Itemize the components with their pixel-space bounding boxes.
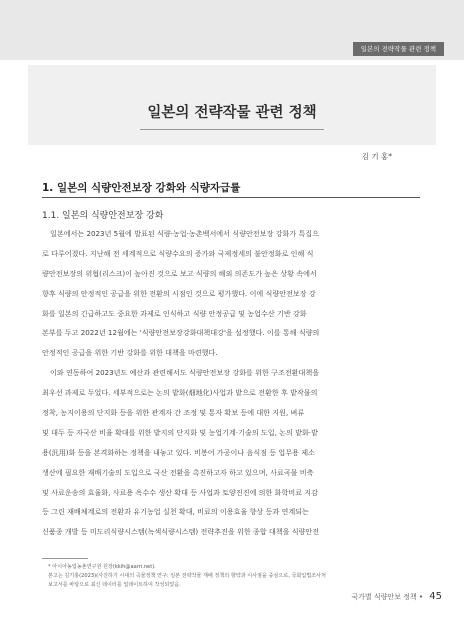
body-line: 및 대두 등 자국산 비율 확대를 위한 밭지의 단지화 및 농업기계·기술의 도입, 논의 밭화·밭 [42, 427, 318, 437]
footnotes [48, 563, 438, 590]
body-line: 로 다루어졌다. 지난해 전 세계적으로 식량수요의 증가와 국제정세의 불안정화로 인해 식 [42, 248, 314, 258]
body-line: 이와 연동하여 2023년도 예산과 관련해서도 식량안전보장 강화를 위한 구조전환대책을 [50, 368, 320, 378]
body-line: 향후 식량의 안정적인 공급을 위한 전환의 시점인 것으로 평가했다. 이에 식량안전보장 강 [42, 288, 316, 298]
body-line: 량안전보장의 위협(리스크)이 높아진 것으로 보고 식량의 해외 의존도가 높은 상황 속에서 [42, 268, 317, 278]
footnote-line: 본고는 김기홍(2023)(사진하기 시대의 곡물정책 연구: 일본 전략작물 재배 정책의 향약과 시사점을 중심으로, 국회입법조사처 [48, 573, 326, 579]
body-text [42, 224, 432, 542]
body-line: 안정적인 공급을 위한 기반 강화를 위한 대책을 마련했다. [42, 348, 218, 358]
page-title: 일본의 전략작물 관련 정책 [147, 105, 317, 121]
section-divider [42, 197, 420, 198]
body-line: 신품종 개발 등 미도리식량시스템(녹색식량시스템) 전략추진을 위한 종합 대책을 식량안전 [42, 527, 320, 537]
subsection-heading: 1.1. 일본의 식량안전보장 강화 [42, 211, 164, 221]
body-line: 일본에서는 2023년 5월에 발표된 식량·농업·농촌백서에서 식량안전보장 강화가 특집으 [50, 229, 319, 238]
page-number: 45 [429, 591, 442, 602]
body-line: 등 그린 재배체계로의 전환과 유기농업 실천 확대, 비료의 이용효율 향상 등과 연계되는 [42, 507, 309, 517]
footnote-line: * 아시아농업농촌연구원 원장(kkih@aarri.net). [48, 564, 156, 570]
footnote-divider [42, 558, 88, 559]
footer-bullet: • [418, 593, 424, 601]
body-line: 용(汎用)화 등을 본격화하는 정책을 내놓고 있다. 비봉어 가공이나 음식점 등 업무용 제소 [42, 447, 315, 457]
body-line: 화를 일본의 긴급하고도 중요한 과제로 인식하고 식량 안정공급 및 농업수산 기반 강화 [42, 308, 307, 318]
page-footer [351, 591, 442, 602]
body-line: 최우선 과제로 두었다. 세부적으로는 논의 밭화(畑地化)사업과 밭으로 전환한 후 밭작물의 [42, 388, 318, 398]
author-name: 김 기 홍* [361, 152, 392, 161]
running-title: 일본의 전략작물 관련 정책 [353, 42, 444, 56]
body-line: 및 사료운송의 효율화, 사료용 옥수수 생산 확대 등 사업과 토양진진에 의한 화학비료 지감 [42, 487, 319, 497]
title-underline [140, 129, 324, 130]
publication-name: 국가별 식량안보 정책 [351, 593, 417, 601]
body-line: 본부를 두고 2022년 12월에는 '식량안전보장강화대책대강'을 설정했다. 이를 통해 식량의 [42, 328, 320, 338]
section-heading: 1. 일본의 식량안전보장 강화와 식량자급률 [42, 182, 241, 194]
body-line: 정착, 농지이용의 단지화 등을 위한 관계자 간 조정 및 통자 확보 등에 대한 지원, 벼류 [42, 408, 305, 418]
footnote-line: 보고서를 바탕으로 최신 데이터를 업데이트하여 작성되었음. [48, 582, 181, 588]
body-line: 생산에 필요한 재배기술의 도입으로 국산 전환을 촉진하고자 하고 있으며, 사료곡물 비축 [42, 467, 314, 477]
